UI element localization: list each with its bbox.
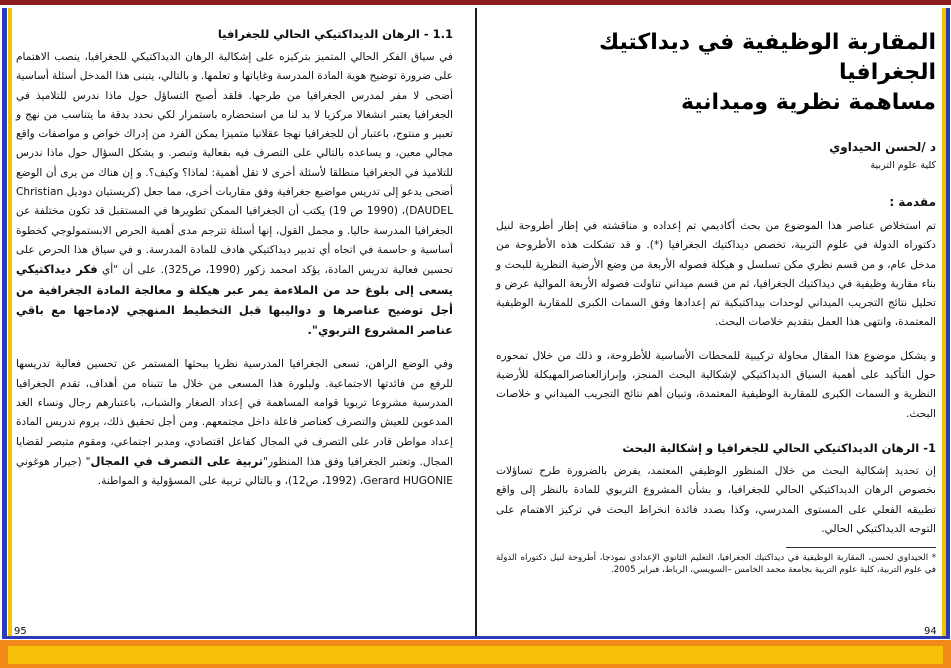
left-yellow-border xyxy=(8,8,12,638)
author-affiliation: كلية علوم التربية xyxy=(870,160,936,171)
footnote-separator xyxy=(786,547,936,548)
right-page-number: 94 xyxy=(924,626,937,637)
left-paragraph-1-bold-quote: فكر ديداكتيكي يسعى إلى بلوغ حد من الملاءمة يمر عبر هيكلة و معالجة المادة الجغرافية من أجل توضيح عناصرها و دواليبها قبل التخطيط المنهجي لإدماجها مع باقي عناصر المشروع التربوي". xyxy=(16,262,453,338)
right-page xyxy=(496,10,936,576)
intro-paragraph-2: و يشكل موضوع هذا المقال محاولة تركيبية للمحطات الأساسية للأطروحة، و ذلك من خلال تمحوره حول التأكيد على أهمية السياق الديداكتيكي لإشكالية البحث المنجز، وإبرازالعناصرالمهيكلة للأرضية النظرية و السمات الكبرى للمقاربة الوظيفية المعتمدة، وتبيان أهم نتائج التجريب الميداني و خلاصات البحث. xyxy=(496,349,936,420)
author-name: د /لحسن الحيداوي xyxy=(829,140,936,154)
top-bar xyxy=(0,0,951,5)
page-spine-divider xyxy=(475,8,477,636)
footnote: * الحيداوي لحسن، المقاربة الوظيفية في ديداكتيك الجغرافيا، التعليم الثانوي الإعدادي نموذجا، أطروحة لنيل دكتوراه الدولة في علوم التربية، كلية علوم التربية بجامعة محمد الخامس –السويسي، الرباط، فبراير 2005. xyxy=(496,553,936,576)
paragraph-gap xyxy=(496,333,936,347)
left-section-title: 1.1 - الرهان الديداكتيكي الحالي للجغرافيا xyxy=(217,27,453,41)
left-paragraph-2-end: " (جيرار هوغوني Gerard HUGONIE، (1992، ص12)، و بالتالي تربية على المسؤولية و المواطنة. xyxy=(16,455,453,488)
right-blue-border xyxy=(946,8,950,638)
left-paragraph-1-text: في سياق الفكر الحالي المتميز بتركيزه على إشكالية الرهان الديداكتيكي للجغرافيا، ينصب الاهتمام على ضرورة توضيح هوية المادة المدرسة وغاياتها و تعلمها. و بالتالي، يتبنى هذا المدخل أسئلة أساسية أضحى لا مفر لمدرس الجغرافيا من طرحها. فلقد أصبح التساؤل حول ماذا ندرس للتلاميذ في الجغرافيا يعتبر انشغالا مركزيا لا بد لنا من استحضاره باستمرار لكي نحدد بدقة ما يتناسب من نهج و تعبير و منتوج، باعتبار أن للجغرافيا نهجا عقلانيا متميزا يمكن الفرد من إدراك خواص و مواصفات واقع مجالي معين، و يساعده بالتالي على التصرف فيه بفعالية وتبصر. و يشكل السؤال حول ماذا ندرس للتلاميذ في الجغرافيا منطلقا لأسئلة أخرى لا تقل أهمية: لماذا؟ وكيف؟. و إن هناك من يرى أن الوضع أضحى يدعو إلى تدريس مواضيع جغرافية وفق مقاربات أخرى، مما جعل (كريستيان دوديل Christian DAUDEL)، (1990 ص 19) يكتب أن الجغرافيا الممكن تطويرها في المستقبل قد تكون مختلفة عن الجغرافيا المدرسة حاليا. و مجمل القول، إنها أسئلة تترجم مدى أهمية الحرص الابستمولوجي كخطوة أساسية و حاسمة في اتجاه أي تدبير ديداكتيكي هادف للمادة المدرسة. و في سياق هذا الحرص على تحسين فعالية تدريس المادة، يؤكد امحمد زكور (1990، ص325). على أن "أي xyxy=(16,51,454,277)
left-paragraph-1 xyxy=(16,48,453,341)
bottom-yellow-band xyxy=(8,646,943,664)
bottom-blue-border xyxy=(2,636,950,639)
left-paragraph-2-bold: تربية على التصرف في المجال xyxy=(90,453,264,468)
left-page-number: 95 xyxy=(14,626,27,637)
article-title-line-2: مساهمة نظرية وميدانية xyxy=(680,90,936,115)
left-paragraph-2 xyxy=(16,355,453,491)
left-page xyxy=(16,10,453,492)
paragraph-gap xyxy=(16,341,453,355)
left-blue-border xyxy=(2,8,7,638)
article-title-line-1: المقاربة الوظيفية في ديداكتيك الجغرافيا xyxy=(598,30,936,85)
right-section-paragraph: إن تحديد إشكالية البحث من خلال المنظور الوظيفي المعتمد، يفرض بالضرورة طرح تساؤلات بخصوص الرهان الديداكتيكي الحالي للجغرافيا، و بشأن المشروع التربوي للمادة بالنظر إلى واقع تطبيقه الفعلي على المستوى المدرسي، وكذا بصدد فائدة انخراط البحث في تركيز الاهتمام على التوجه الديداكتيكي الحالي. xyxy=(496,464,936,535)
intro-heading: مقدمة : xyxy=(889,195,936,209)
left-paragraph-2-start: وفي الوضع الراهن، تسعى الجغرافيا المدرسية نظريا ببحثها المستمر عن تحسين فعالية تدريسها للرفع من فائدتها الاجتماعية. ولبلورة هذا المسعى من خلال ما تتبناه من أهداف، تقدم الجغرافيا المدرسية مشروعا تربويا قوامه المساهمة في إعداد الصغار والشباب، باعتبارهم رجال ونساء الغد المدعوين للعيش والتصرف كعناصر فاعلة داخل مجتمعهم. ومن أجل تحقيق ذلك، يروم تدريس المادة إعداد مواطن قادر على التصرف في المجال كفاعل اقتصادي، ومدبر اجتماعي، ومقوم متبصر لقضايا المجال. وتعتبر الجغرافيا وفق هذا المنظور" xyxy=(16,358,453,468)
intro-paragraph-1: تم استخلاص عناصر هذا الموضوع من بحث أكاديمي تم إعداده و مناقشته في إطار أطروحة لنيل دكتوراه الدولة في علوم التربية، تخصص ديداكتيك الجغرافيا (*). و قد تشكلت هذه الأطروحة من مدخل عام، و من قسم نظري مكن تسلسل و هيكلة فصوله الأربعة من وضع الأرضية النظرية للبحث و بناء مقاربة وظيفية في ديداكتيك الجغرافيا، ثم من قسم ميداني تناولت فصوله الأربعة الموالية عرض و تحليل نتائج التجريب الميداني لوحدات بيداكتيكية تم إعدادها وفق السمات الكبرى للمقاربة الوظيفية المعتمدة، وانتهى هذا العمل بتقديم خلاصات البحث. xyxy=(496,220,936,329)
right-section-title: 1- الرهان الديداكتيكي الحالي للجغرافيا و إشكالية البحث xyxy=(622,440,936,455)
